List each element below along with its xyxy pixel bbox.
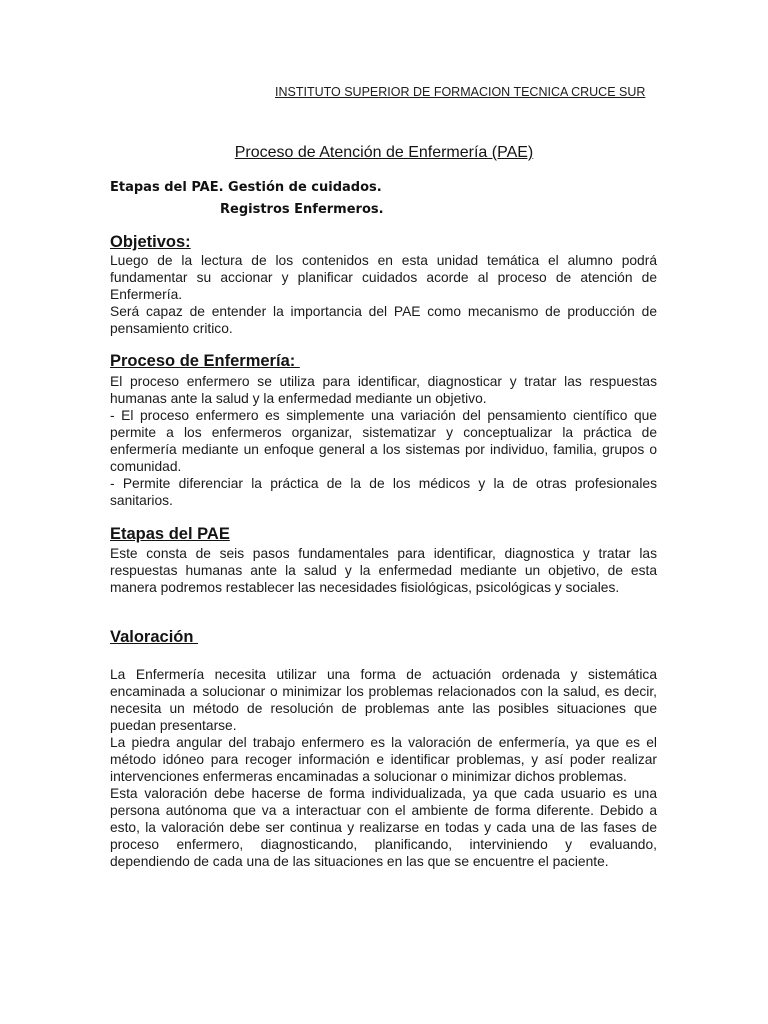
paragraph: - Permite diferenciar la práctica de la de los médicos y la de otras profesionales sanitarios.: [110, 476, 657, 508]
subtitle-line-2: Registros Enfermeros.: [220, 202, 384, 217]
section-heading-objetivos: Objetivos:: [110, 233, 191, 251]
section-body-valoracion: [110, 666, 657, 870]
institute-name: INSTITUTO SUPERIOR DE FORMACION TECNICA CRUCE SUR: [275, 85, 646, 99]
section-heading-etapas: Etapas del PAE: [110, 525, 230, 543]
paragraph: Esta valoración debe hacerse de forma individualizada, ya que cada usuario es una persona autónoma que va a interactuar con el ambiente de forma diferente. Debido a esto, la valoración debe ser continua y realizarse en todas y cada una de las fases de proceso enfermero, diagnosticando, planificando, interviniendo y evaluando, dependiendo de cada una de las situaciones en las que se encuentre el paciente.: [110, 786, 657, 869]
paragraph: Este consta de seis pasos fundamentales para identificar, diagnostica y tratar las respuestas humanas ante la salud y la enfermedad mediante un objetivo, de esta manera podremos restablecer las necesidades fisiológicas, psicológicas y sociales.: [110, 546, 657, 595]
section-body-etapas: [110, 545, 657, 596]
paragraph: La piedra angular del trabajo enfermero es la valoración de enfermería, ya que es el método idóneo para recoger información e identificar problemas, y así poder realizar intervenciones enfermeras encaminadas a solucionar o minimizar dichos problemas.: [110, 735, 657, 784]
paragraph: - El proceso enfermero es simplemente una variación del pensamiento científico que permite a los enfermeros organizar, sistematizar y conceptualizar la práctica de enfermería mediante un enfoque general a los sistemas por individuo, familia, grupos o comunidad.: [110, 408, 657, 474]
paragraph: La Enfermería necesita utilizar una forma de actuación ordenada y sistemática encaminada a solucionar o minimizar los problemas relacionados con la salud, es decir, necesita un método de resolución de problemas ante las posibles situaciones que puedan presentarse.: [110, 667, 657, 733]
subtitle-line-1: Etapas del PAE. Gestión de cuidados.: [110, 180, 382, 195]
paragraph: El proceso enfermero se utiliza para identificar, diagnosticar y tratar las respuestas humanas ante la salud y la enfermedad mediante un objetivo.: [110, 374, 657, 406]
document-title: Proceso de Atención de Enfermería (PAE): [234, 144, 534, 161]
paragraph: Será capaz de entender la importancia del PAE como mecanismo de producción de pensamiento critico.: [110, 304, 657, 336]
section-heading-proceso: Proceso de Enfermería:: [110, 352, 300, 370]
section-heading-valoracion: Valoración: [110, 628, 199, 646]
section-body-objetivos: [110, 252, 657, 337]
section-body-proceso: [110, 373, 657, 509]
paragraph: Luego de la lectura de los contenidos en esta unidad temática el alumno podrá fundamentar su accionar y planificar cuidados acorde al proceso de atención de Enfermería.: [110, 253, 657, 302]
